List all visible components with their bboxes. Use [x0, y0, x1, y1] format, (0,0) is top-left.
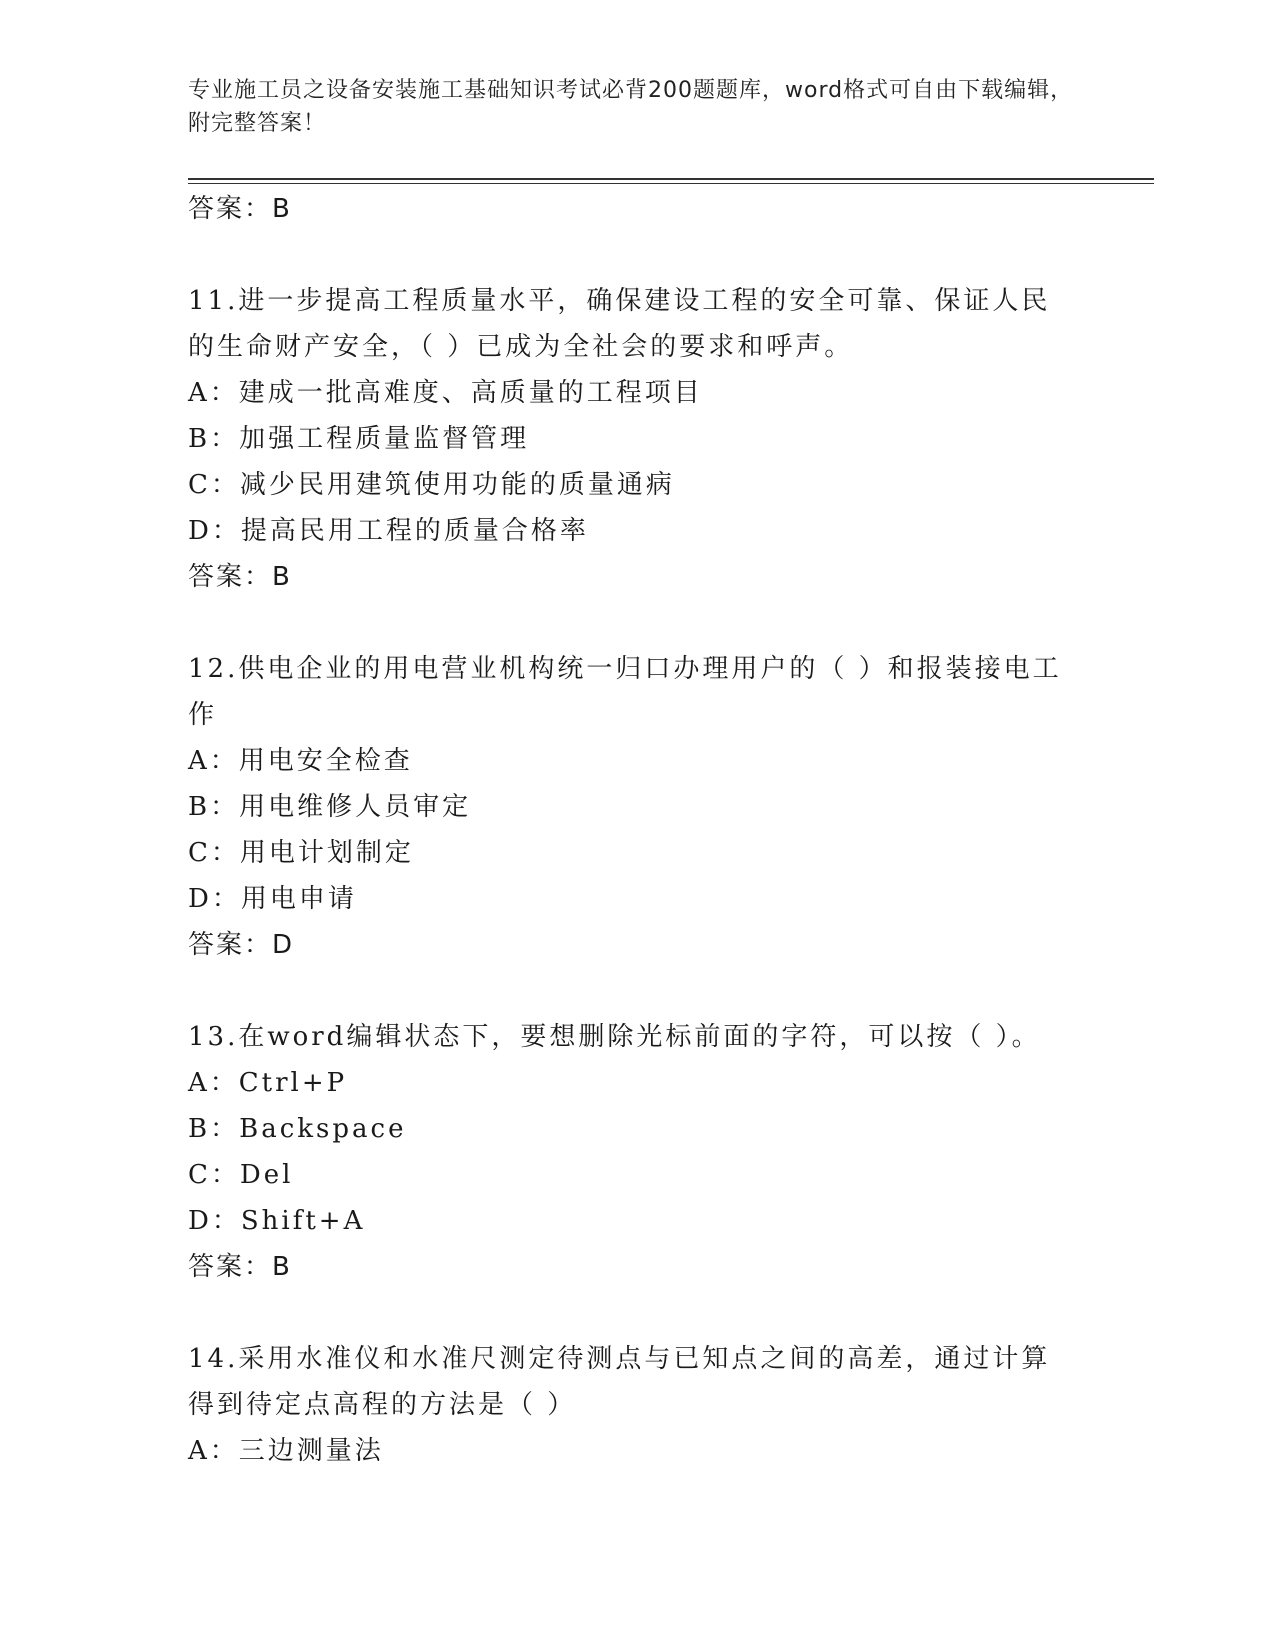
- answer-line: 答案：D: [188, 930, 295, 960]
- option-b: B：用电维修人员审定: [188, 792, 472, 822]
- question-text: 13.在word编辑状态下，要想删除光标前面的字符，可以按（ ）。: [188, 1022, 1041, 1052]
- option-c: C：减少民用建筑使用功能的质量通病: [188, 470, 675, 500]
- option-a: A：建成一批高难度、高质量的工程项目: [188, 378, 703, 408]
- option-d: D：用电申请: [188, 884, 357, 914]
- question-11: [188, 278, 1088, 600]
- document-header: 专业施工员之设备安装施工基础知识考试必背200题题库，word格式可自由下载编辑，附完整答案！: [188, 78, 1074, 136]
- header-rule-thin: [188, 183, 1154, 184]
- option-a: A：用电安全检查: [188, 746, 413, 776]
- option-b: B：加强工程质量监督管理: [188, 424, 530, 454]
- option-d: D：提高民用工程的质量合格率: [188, 516, 589, 546]
- option-a: A：Ctrl+P: [188, 1068, 348, 1098]
- document-body: [188, 186, 1088, 1474]
- question-text: 14.采用水准仪和水准尺测定待测点与已知点之间的高差，通过计算得到待定点高程的方法是（ ）: [188, 1344, 1051, 1420]
- answer-line: 答案：B: [188, 194, 292, 224]
- header-rule-thick: [188, 178, 1154, 180]
- option-d: D：Shift+A: [188, 1206, 366, 1236]
- option-c: C：用电计划制定: [188, 838, 414, 868]
- answer-line: 答案：B: [188, 562, 292, 592]
- question-text: 12.供电企业的用电营业机构统一归口办理用户的（ ）和报装接电工作: [188, 654, 1062, 730]
- option-c: C：Del: [188, 1160, 294, 1190]
- option-b: B：Backspace: [188, 1114, 407, 1144]
- question-text: 11.进一步提高工程质量水平，确保建设工程的安全可靠、保证人民的生命财产安全，（ ）已成为全社会的要求和呼声。: [188, 286, 1051, 362]
- question-12: [188, 646, 1088, 968]
- question-13: [188, 1014, 1088, 1290]
- option-a: A：三边测量法: [188, 1436, 384, 1466]
- question-14: [188, 1336, 1088, 1474]
- answer-line: 答案：B: [188, 1252, 292, 1282]
